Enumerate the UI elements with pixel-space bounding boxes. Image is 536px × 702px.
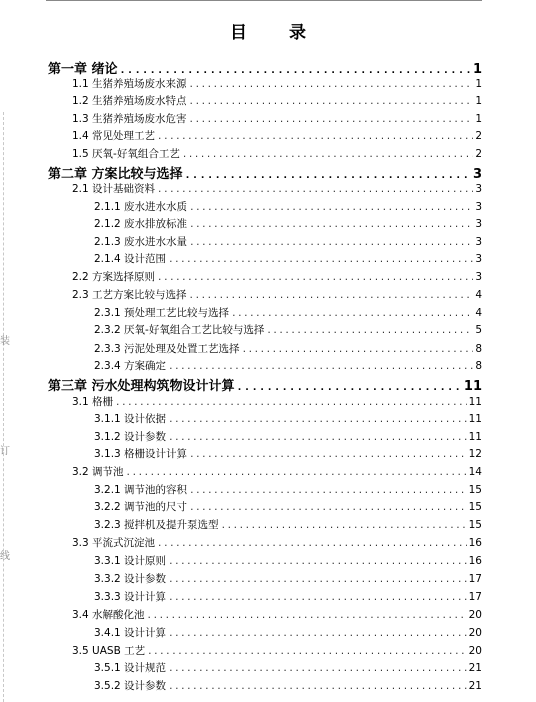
toc-section-entry[interactable] <box>72 535 482 551</box>
toc-page-number: 12 <box>468 448 482 460</box>
toc-entry-label: 3.1.3 格栅设计计算 <box>94 448 188 460</box>
toc-entry-label: 3.5 UASB 工艺 <box>72 645 146 657</box>
toc-leader-dots <box>115 398 467 408</box>
toc-entry-label: 3.5.2 设计参数 <box>94 680 167 692</box>
toc-leader-dots <box>168 575 467 585</box>
toc-page-number: 11 <box>468 431 482 443</box>
toc-entry-label: 3.1.2 设计参数 <box>94 431 167 443</box>
toc-subsection-entry[interactable] <box>94 482 482 498</box>
toc-leader-dots <box>189 238 473 248</box>
toc-page-number: 15 <box>468 519 482 531</box>
toc-leader-dots <box>157 273 473 283</box>
toc-entry-label: 2.3.2 厌氧-好氧组合工艺比较与选择 <box>94 324 265 336</box>
toc-leader-dots <box>147 611 467 621</box>
toc-entry-label: 2.3.4 方案确定 <box>94 360 167 372</box>
toc-subsection-entry[interactable] <box>94 571 482 587</box>
toc-subsection-entry[interactable] <box>94 553 482 569</box>
toc-page-number: 5 <box>475 324 482 336</box>
toc-leader-dots <box>237 382 462 393</box>
toc-page-number: 4 <box>475 307 482 319</box>
toc-leader-dots <box>168 664 467 674</box>
toc-entry-label: 1.2 生猪养殖场废水特点 <box>72 95 187 107</box>
toc-entry-label: 3.4.1 设计计算 <box>94 627 167 639</box>
toc-subsection-entry[interactable] <box>94 446 482 462</box>
toc-page-number: 3 <box>475 218 482 230</box>
toc-page-number: 8 <box>475 360 482 372</box>
toc-section-entry[interactable] <box>72 287 482 303</box>
toc-entry-label: 第二章 方案比较与选择 <box>48 167 183 182</box>
toc-section-entry[interactable] <box>72 464 482 480</box>
toc-leader-dots <box>168 593 467 603</box>
toc-subsection-entry[interactable] <box>94 589 482 605</box>
page-title: 目 录 <box>230 23 324 43</box>
toc-subsection-entry[interactable] <box>94 234 482 250</box>
toc-page-number: 20 <box>468 645 482 657</box>
toc-subsection-entry[interactable] <box>94 429 482 445</box>
toc-section-entry[interactable] <box>72 394 482 410</box>
toc-entry-label: 第三章 污水处理构筑物设计计算 <box>48 379 235 394</box>
toc-section-entry[interactable] <box>72 146 482 162</box>
binding-dash-line <box>3 112 4 702</box>
toc-leader-dots <box>157 185 473 195</box>
toc-entry-label: 3.3 平流式沉淀池 <box>72 537 156 549</box>
toc-leader-dots <box>147 647 467 657</box>
toc-subsection-entry[interactable] <box>94 517 482 533</box>
toc-entry-label: 3.3.2 设计参数 <box>94 573 167 585</box>
toc-page-number: 1 <box>475 95 482 107</box>
toc-leader-dots <box>182 150 473 160</box>
toc-entry-label: 2.1.1 废水进水水质 <box>94 201 188 213</box>
toc-leader-dots <box>189 97 474 107</box>
toc-leader-dots <box>168 433 467 443</box>
toc-entry-label: 3.1 格栅 <box>72 396 114 408</box>
toc-entry-label: 2.1.4 设计范围 <box>94 253 167 265</box>
toc-leader-dots <box>185 170 471 181</box>
binding-mark: 装 <box>0 336 10 347</box>
toc-leader-dots <box>168 629 467 639</box>
toc-subsection-entry[interactable] <box>94 411 482 427</box>
toc-page-number: 21 <box>468 680 482 692</box>
toc-leader-dots <box>157 132 473 142</box>
toc-page-number: 11 <box>468 413 482 425</box>
toc-chapter-entry[interactable] <box>48 58 482 76</box>
toc-subsection-entry[interactable] <box>94 358 482 374</box>
toc-subsection-entry[interactable] <box>94 499 482 515</box>
toc-section-entry[interactable] <box>72 643 482 659</box>
toc-entry-label: 2.3.3 污泥处理及处置工艺选择 <box>94 343 240 355</box>
toc-entry-label: 2.3.1 预处理工艺比较与选择 <box>94 307 230 319</box>
toc-entry-label: 3.2.1 调节池的容积 <box>94 484 188 496</box>
toc-chapter-entry[interactable] <box>48 163 482 181</box>
binding-margin <box>0 0 10 702</box>
toc-leader-dots <box>168 362 473 372</box>
toc-section-entry[interactable] <box>72 111 482 127</box>
toc-subsection-entry[interactable] <box>94 199 482 215</box>
toc-page-number: 3 <box>475 236 482 248</box>
toc-leader-dots <box>189 203 473 213</box>
toc-entry-label: 3.1.1 设计依据 <box>94 413 167 425</box>
toc-leader-dots <box>221 521 467 531</box>
toc-subsection-entry[interactable] <box>94 678 482 694</box>
toc-leader-dots <box>168 557 467 567</box>
toc-page-number: 3 <box>475 271 482 283</box>
toc-entry-label: 2.1 设计基础资料 <box>72 183 156 195</box>
toc-page-number: 8 <box>475 343 482 355</box>
toc-section-entry[interactable] <box>72 128 482 144</box>
toc-entry-label: 2.1.2 废水排放标准 <box>94 218 188 230</box>
toc-entry-label: 1.4 常见处理工艺 <box>72 130 156 142</box>
toc-entry-label: 第一章 绪论 <box>48 62 118 77</box>
toc-entry-label: 3.5.1 设计规范 <box>94 662 167 674</box>
toc-page-number: 15 <box>468 501 482 513</box>
toc-leader-dots <box>189 291 474 301</box>
toc-page-number: 2 <box>475 130 482 142</box>
toc-leader-dots <box>189 450 467 460</box>
toc-leader-dots <box>120 65 471 76</box>
toc-page-number: 3 <box>475 253 482 265</box>
toc-page-number: 3 <box>472 167 482 182</box>
toc-leader-dots <box>189 503 467 513</box>
toc-leader-dots <box>189 486 467 496</box>
toc-section-entry[interactable] <box>72 269 482 285</box>
toc-entry-label: 3.3.3 设计计算 <box>94 591 167 603</box>
toc-page-number: 15 <box>468 484 482 496</box>
toc-leader-dots <box>168 255 473 265</box>
toc-section-entry[interactable] <box>72 76 482 92</box>
toc-section-entry[interactable] <box>72 607 482 623</box>
toc-page-number: 2 <box>475 148 482 160</box>
toc-leader-dots <box>189 115 474 125</box>
toc-entry-label: 2.1.3 废水进水水量 <box>94 236 188 248</box>
binding-mark: 线 <box>0 551 10 562</box>
toc-entry-label: 3.2.2 调节池的尺寸 <box>94 501 188 513</box>
toc-entry-label: 1.3 生猪养殖场废水危害 <box>72 113 187 125</box>
toc-entry-label: 3.4 水解酸化池 <box>72 609 145 621</box>
binding-mark: 订 <box>0 446 10 457</box>
toc-section-entry[interactable] <box>72 93 482 109</box>
toc-leader-dots <box>189 220 473 230</box>
toc-leader-dots <box>189 80 474 90</box>
toc-subsection-entry[interactable] <box>94 305 482 321</box>
toc-subsection-entry[interactable] <box>94 341 482 357</box>
toc-page-number: 20 <box>468 627 482 639</box>
toc-leader-dots <box>157 539 467 549</box>
toc-page-number: 4 <box>475 289 482 301</box>
toc-entry-label: 2.3 工艺方案比较与选择 <box>72 289 187 301</box>
toc-page-number: 21 <box>468 662 482 674</box>
toc-page-number: 11 <box>468 396 482 408</box>
toc-subsection-entry[interactable] <box>94 216 482 232</box>
toc-leader-dots <box>168 682 467 692</box>
toc-page-number: 16 <box>468 555 482 567</box>
toc-page-number: 1 <box>475 113 482 125</box>
toc-entry-label: 3.2 调节池 <box>72 466 124 478</box>
top-rule <box>46 0 482 1</box>
toc-subsection-entry[interactable] <box>94 322 482 338</box>
toc-chapter-entry[interactable] <box>48 375 482 393</box>
toc-leader-dots <box>126 468 467 478</box>
toc-page-number: 1 <box>472 62 482 77</box>
toc-entry-label: 3.3.1 设计原则 <box>94 555 167 567</box>
toc-page-number: 16 <box>468 537 482 549</box>
toc-entry-label: 3.2.3 搅拌机及提升泵选型 <box>94 519 219 531</box>
toc-section-entry[interactable] <box>72 181 482 197</box>
toc-leader-dots <box>266 326 473 336</box>
toc-subsection-entry[interactable] <box>94 660 482 676</box>
toc-entry-label: 1.1 生猪养殖场废水来源 <box>72 78 187 90</box>
toc-subsection-entry[interactable] <box>94 625 482 641</box>
toc-page-number: 11 <box>463 379 482 394</box>
toc-page-number: 1 <box>475 78 482 90</box>
toc-leader-dots <box>242 345 474 355</box>
toc-leader-dots <box>231 309 473 319</box>
toc-page-number: 17 <box>468 573 482 585</box>
toc-page-number: 3 <box>475 201 482 213</box>
toc-page-number: 20 <box>468 609 482 621</box>
toc-subsection-entry[interactable] <box>94 251 482 267</box>
toc-entry-label: 2.2 方案选择原则 <box>72 271 156 283</box>
toc-leader-dots <box>168 415 467 425</box>
toc-entry-label: 1.5 厌氧-好氧组合工艺 <box>72 148 180 160</box>
toc-page-number: 14 <box>468 466 482 478</box>
toc-page-number: 3 <box>475 183 482 195</box>
toc-page-number: 17 <box>468 591 482 603</box>
